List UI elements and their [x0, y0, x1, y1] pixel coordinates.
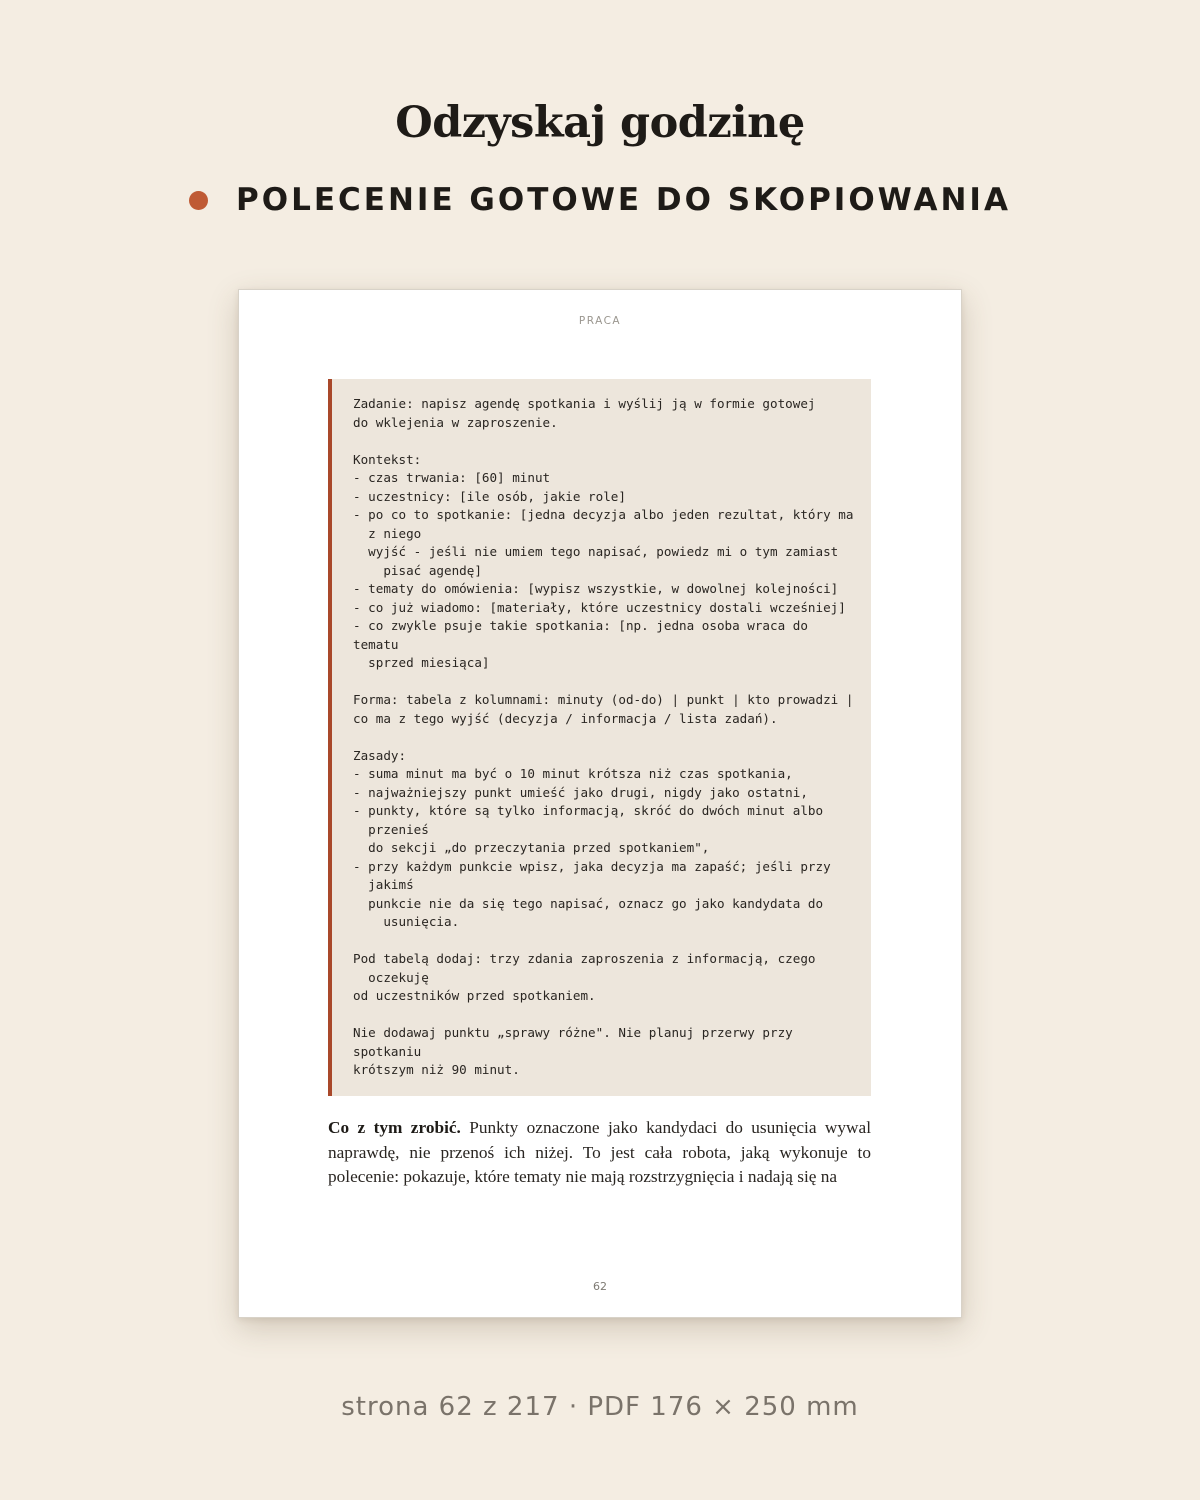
running-head: PRACA	[578, 315, 622, 327]
subtitle-row	[0, 182, 1200, 218]
body-text: Punkty oznaczone jako kandydaci do usunięcia wywal naprawdę, nie przenoś ich niżej. To jest cała robota, jaką wykonuje to polecenie: pokazuje, które tematy nie mają rozstrzygnięcia i nadają się na	[328, 1118, 871, 1186]
subtitle: POLECENIE GOTOWE DO SKOPIOWANIA	[236, 182, 1011, 218]
prompt-text[interactable]: Zadanie: napisz agendę spotkania i wyślij ją w formie gotowej do wklejenia w zaproszenie. Kontekst: - czas trwania: [60] minut - uczestnicy: [ile osób, jakie role] - po co to spotkanie: [jedna decyzja albo jeden rezultat, który ma z niego wyjść - jeśli nie umiem tego napisać, powiedz mi o tym zamiast pisać agendę] - tematy do omówienia: [wypisz wszystkie, w dowolnej kolejności] - co już wiadomo: [materiały, które uczestnicy dostali wcześniej] - co zwykle psuje takie spotkania: [np. jedna osoba wraca do tematu sprzed miesiąca] Forma: tabela z kolumnami: minuty (od-do) | punkt | kto prowadzi | co ma z tego wyjść (decyzja / informacja / lista zadań). Zasady: - suma minut ma być o 10 minut krótsza niż czas spotkania, - najważniejszy punkt umieść jako drugi, nigdy jako ostatni, - punkty, które są tylko informacją, skróć do dwóch minut albo przenieś do sekcji „do przeczytania przed spotkaniem", - przy każdym punkcie wpisz, jaka decyzja ma zapaść; jeśli przy jakimś punkcie nie da się tego napisać, oznacz go jako kandydata do usunięcia. Pod tabelą dodaj: trzy zdania zaproszenia z informacją, czego oczekuję od uczestników przed spotkaniem. Nie dodawaj punktu „sprawy różne". Nie planuj przerwy przy spotkaniu krótszym niż 90 minut.	[353, 396, 854, 1077]
prompt-block[interactable]	[328, 379, 871, 1096]
body-lead: Co z tym zrobić.	[328, 1118, 461, 1137]
page-title: Odzyskaj godzinę	[395, 98, 805, 148]
body-paragraph	[328, 1116, 871, 1190]
page-info-caption: strona 62 z 217 · PDF 176 × 250 mm	[341, 1392, 859, 1422]
book-page-preview	[238, 289, 962, 1318]
bullet-dot-icon	[189, 191, 208, 210]
page-number: 62	[593, 1280, 607, 1293]
